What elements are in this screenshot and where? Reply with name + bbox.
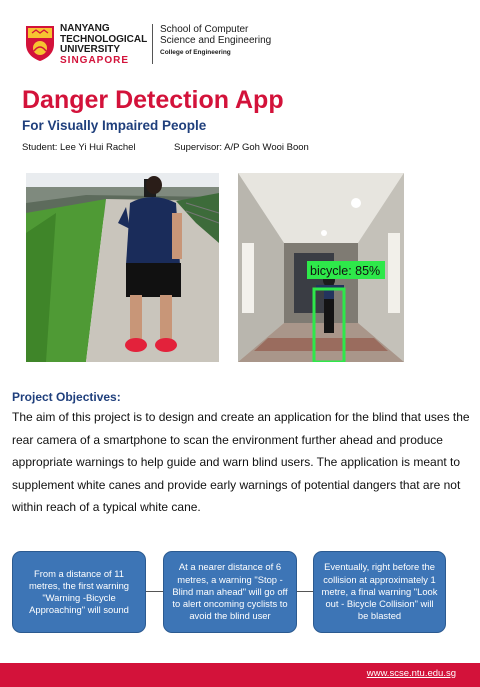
school-name-line: Science and Engineering [160,35,272,46]
person-walking-photo [26,173,219,362]
flow-step-text: From a distance of 11 metres, the first warning "Warning -Bicycle Approaching" will sound [28,567,130,616]
page-title: Danger Detection App [22,86,284,114]
college-name: College of Engineering [160,49,231,56]
university-name-line: UNIVERSITY [60,44,121,55]
objectives-text: The aim of this project is to design and create an application for the blind that uses the rear camera of a smartphone to scan the environment further ahead and produce appropriate warnings to help guide and warn blind users. The application is meant to supplement white canes and provide early warnings of potential dangers that are not within reach of a typical white cane. [12,410,470,514]
university-crest-logo [24,24,56,62]
university-name-line: TECHNOLOGICAL [60,33,148,45]
school-name-line: School of Computer [160,24,249,35]
student-name: Student: Lee Yi Hui Rachel [22,142,136,153]
bicycle-detection-photo [238,173,404,362]
footer-url-link[interactable]: www.scse.ntu.edu.sg [366,668,456,679]
header-divider [152,24,153,64]
university-name [60,24,146,66]
detection-label: bicycle: 85% [310,264,381,278]
school-name [160,24,320,58]
university-country: SINGAPORE [60,54,130,66]
flow-step-text: Eventually, right before the collision at approximately 1 metre, a final warning "Look out - Bicycle Collision" will be blasted [321,561,438,622]
flow-step-text: At a nearer distance of 6 metres, a warning "Stop -Blind man ahead" will go off to alert oncoming cyclists to avoid the blind user [172,561,288,622]
flow-step-3 [313,551,446,633]
flow-arrow [297,591,313,592]
supervisor-name: Supervisor: A/P Goh Wooi Boon [174,142,309,153]
flow-step-2 [163,551,297,633]
flow-step-1 [12,551,146,633]
flow-arrow [146,591,163,592]
objectives-heading: Project Objectives: [12,390,121,404]
page-subtitle: For Visually Impaired People [22,118,207,133]
university-name-line: NANYANG [60,23,110,34]
